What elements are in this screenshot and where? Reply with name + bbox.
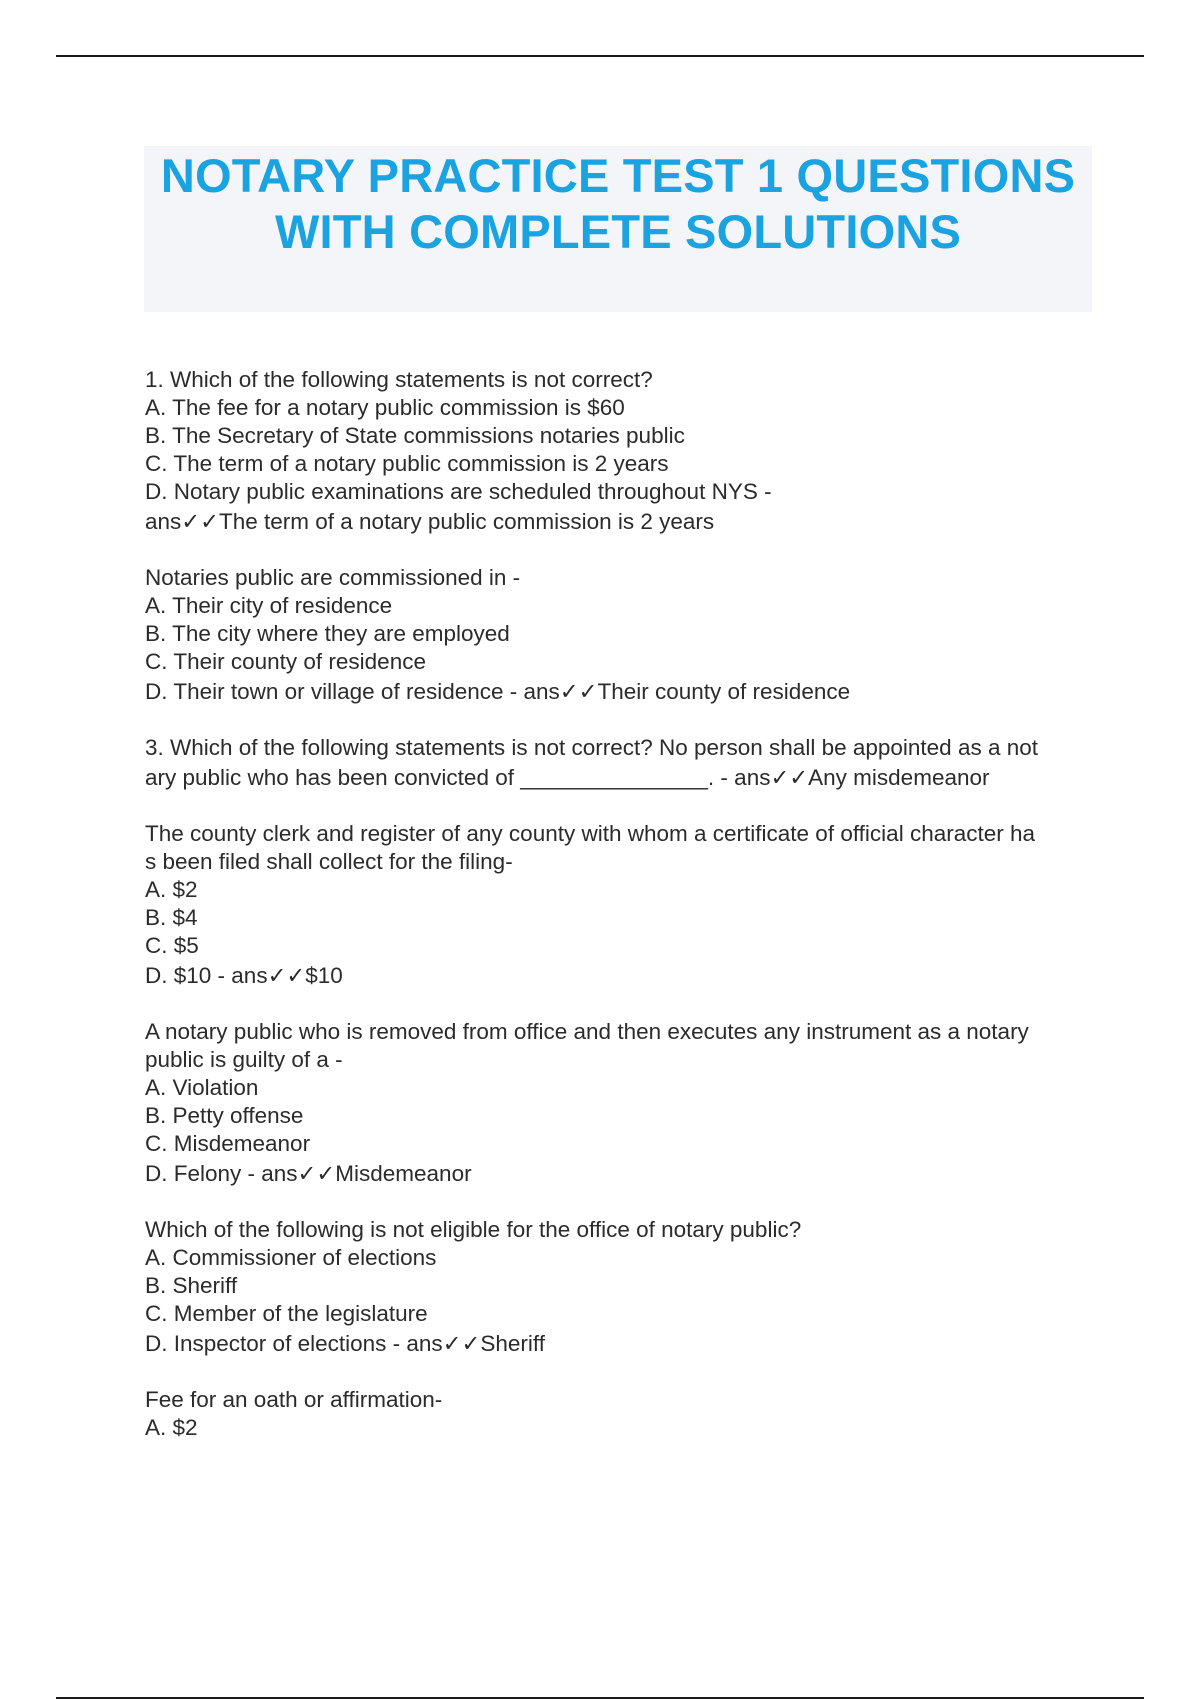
title-line-2: WITH COMPLETE SOLUTIONS [274,205,962,258]
question-block [145,1018,1085,1190]
question-block [145,366,1085,538]
option-b: B. The city where they are employed [145,621,510,646]
option-a: A. $2 [145,1415,198,1440]
option-a: A. Violation [145,1075,259,1100]
question-list [145,366,1085,1468]
option-d-with-answer: D. $10 - ans✓✓$10 [145,963,343,988]
question-text: Notaries public are commissioned in - [145,565,521,590]
question-block [145,734,1085,794]
option-c: C. The term of a notary public commission is 2 years [145,451,669,476]
option-a: A. Commissioner of elections [145,1245,437,1270]
option-b: B. Sheriff [145,1273,238,1298]
option-c: C. $5 [145,933,199,958]
question-text: s been filed shall collect for the filing- [145,849,513,874]
title-line-1: NOTARY PRACTICE TEST 1 QUESTIONS [160,149,1076,202]
option-b: B. $4 [145,905,198,930]
answer-text: ans✓✓The term of a notary public commission is 2 years [145,509,715,534]
top-rule [56,55,1144,57]
question-text: 1. Which of the following statements is not correct? [145,367,653,392]
option-c: C. Their county of residence [145,649,426,674]
question-block [145,564,1085,708]
option-b: B. Petty offense [145,1103,304,1128]
option-c: C. Misdemeanor [145,1131,311,1156]
title-banner [144,146,1092,312]
question-text: Fee for an oath or affirmation- [145,1387,443,1412]
option-d-with-answer: D. Their town or village of residence - ans✓✓Their county of residence [145,679,851,704]
question-block [145,820,1085,992]
option-b: B. The Secretary of State commissions notaries public [145,423,685,448]
question-text: A notary public who is removed from office and then executes any instrument as a notary [145,1019,1029,1044]
option-d-with-answer: D. Felony - ans✓✓Misdemeanor [145,1161,472,1186]
option-d: D. Notary public examinations are scheduled throughout NYS - [145,479,772,504]
question-text: 3. Which of the following statements is not correct? No person shall be appointed as a not [145,735,1039,760]
question-text: public is guilty of a - [145,1047,343,1072]
option-c: C. Member of the legislature [145,1301,428,1326]
question-text-with-answer: ary public who has been convicted of _______________. - ans✓✓Any misdemeanor [145,765,990,790]
bottom-rule [56,1697,1144,1699]
question-block [145,1386,1085,1442]
question-text: The county clerk and register of any county with whom a certificate of official character ha [145,821,1036,846]
question-block [145,1216,1085,1360]
question-text: Which of the following is not eligible for the office of notary public? [145,1217,802,1242]
option-a: A. $2 [145,877,198,902]
option-a: A. The fee for a notary public commission is $60 [145,395,625,420]
option-d-with-answer: D. Inspector of elections - ans✓✓Sheriff [145,1331,545,1356]
document-title [144,146,1092,260]
option-a: A. Their city of residence [145,593,393,618]
